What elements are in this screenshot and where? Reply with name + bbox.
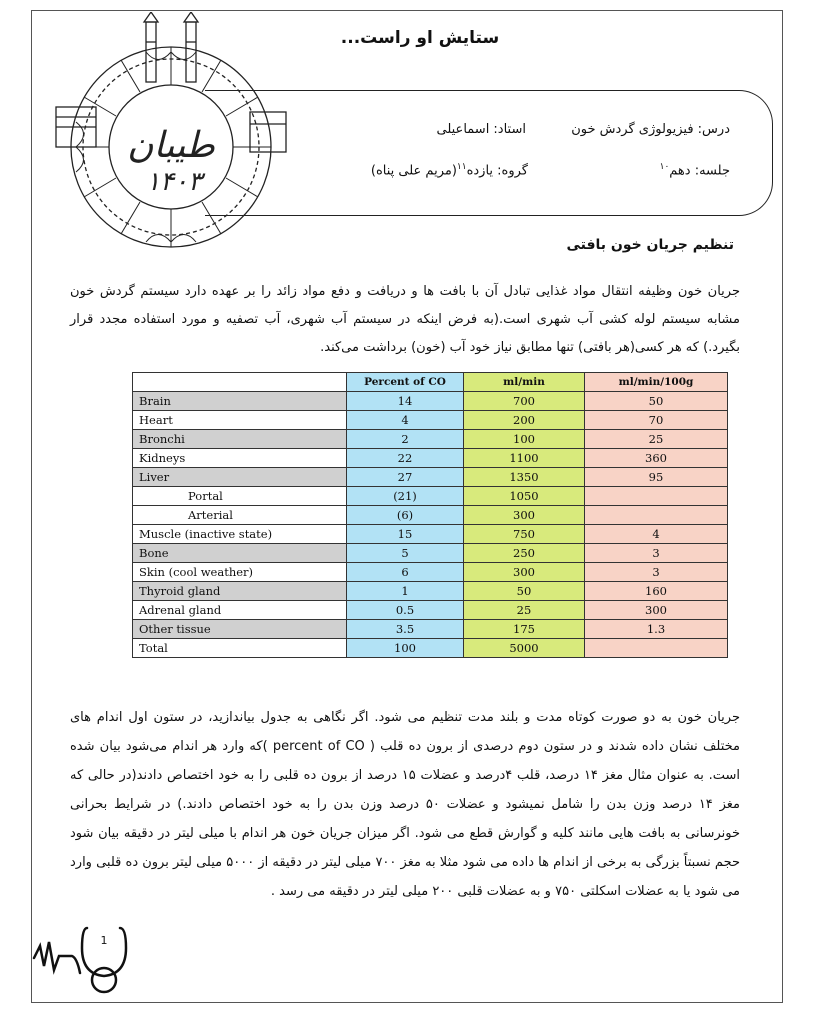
value-cell: 27 <box>347 468 464 487</box>
value-cell: 175 <box>464 620 585 639</box>
paragraph-explanation: جریان خون به دو صورت کوتاه مدت و بلند مدت تنظیم می شود. اگر نگاهی به جدول بیاندازید، در ستون اول اندام های مختلف نشان داده شدند و در ستون دوم درصدی از برون ده قلب ( percent of CO )که وارد هر اندام می‌شود بیان شده است. به عنوان مثال مغز ۱۴ درصد، قلب ۴درصد و عضلات ۱۵ درصد از برون ده قلبی را به خود اختصاص دادند(در حالی که مغز ۱۴ درصد وزن بدن را شامل نمیشود و عضلات ۵۰ درصد وزن بدن را به خود اختصاص دادند.) در شرایط بحرانی خونرسانی به بافت هایی مانند کلیه و گوارش قطع می شود. اگر میزان جریان خون هر اندام با میلی لیتر در دقیقه بیان شود حجم نسبتاً بزرگی به برخی از اندام ها داده می شود مثلا به مغز ۷۰۰ میلی لیتر در دقیقه از ۵۰۰۰ میلی لیتر برون ده قلبی وارد می شود یا به عضلات اسکلتی ۷۵۰ و به عضلات قلبی ۲۰۰ میلی لیتر در دقیقه می رسد . <box>70 710 740 899</box>
group-text: گروه: یازده <box>466 163 528 179</box>
value-cell: 6 <box>347 563 464 582</box>
value-cell: 25 <box>585 430 728 449</box>
group-sup: ۱۱ <box>456 162 467 172</box>
value-cell: 300 <box>464 506 585 525</box>
table-row <box>133 601 728 620</box>
teacher-label: استاد: اسماعیلی <box>436 122 526 137</box>
value-cell: 1100 <box>464 449 585 468</box>
organ-cell: Heart <box>133 411 347 430</box>
value-cell: 15 <box>347 525 464 544</box>
value-cell: 1 <box>347 582 464 601</box>
value-cell: 360 <box>585 449 728 468</box>
logo-text: طیبان <box>127 125 215 166</box>
organ-cell: Other tissue <box>133 620 347 639</box>
value-cell: 4 <box>585 525 728 544</box>
section-title: تنظیم جریان خون بافتی <box>566 237 734 253</box>
organ-cell: Arterial <box>133 506 347 525</box>
organ-cell: Bone <box>133 544 347 563</box>
value-cell: 50 <box>464 582 585 601</box>
value-cell: 750 <box>464 525 585 544</box>
table-row <box>133 392 728 411</box>
table-row <box>133 430 728 449</box>
table-header-cell <box>133 373 347 392</box>
group-author: (مریم علی پناه) <box>370 163 457 179</box>
organ-cell: Thyroid gland <box>133 582 347 601</box>
organ-cell: Skin (cool weather) <box>133 563 347 582</box>
organ-cell: Total <box>133 639 347 658</box>
table-row <box>133 487 728 506</box>
organ-cell: Adrenal gland <box>133 601 347 620</box>
value-cell: 2 <box>347 430 464 449</box>
group-label <box>371 162 528 178</box>
value-cell: 14 <box>347 392 464 411</box>
value-cell: 5000 <box>464 639 585 658</box>
value-cell: 5 <box>347 544 464 563</box>
organ-cell: Muscle (inactive state) <box>133 525 347 544</box>
value-cell: 95 <box>585 468 728 487</box>
value-cell: 100 <box>347 639 464 658</box>
value-cell: 1050 <box>464 487 585 506</box>
value-cell: (6) <box>347 506 464 525</box>
value-cell: 3 <box>585 544 728 563</box>
value-cell: 22 <box>347 449 464 468</box>
table-row <box>133 506 728 525</box>
paragraph-intro: جریان خون وظیفه انتقال مواد غذایی تبادل آن با بافت ها و دریافت و دفع مواد زائد را بر عهده دارد سیستم گردش خون مشابه سیستم لوله کشی آب شهری است.(به فرض اینکه در سیستم آب شهری، آب تصفیه و مورد استفاده مجدد قرار بگیرد.) که هر کسی(هر بافتی) تنها مطابق نیاز خود آب (خون) برداشت می‌کند. <box>70 284 740 355</box>
value-cell: 3 <box>585 563 728 582</box>
logo-year: ۱۴۰۳ <box>146 167 202 197</box>
value-cell: 4 <box>347 411 464 430</box>
course-info-box <box>205 90 773 216</box>
value-cell: 0.5 <box>347 601 464 620</box>
page-number: 1 <box>100 934 108 947</box>
blood-flow-table <box>132 372 728 658</box>
session-sup: ۱۰ <box>659 162 670 172</box>
organ-cell: Liver <box>133 468 347 487</box>
value-cell: 160 <box>585 582 728 601</box>
table-row <box>133 525 728 544</box>
table-row <box>133 468 728 487</box>
value-cell: (21) <box>347 487 464 506</box>
praise-header: ستایش او راست... <box>340 28 500 48</box>
value-cell: 3.5 <box>347 620 464 639</box>
table-header-cell: Percent of CO <box>347 373 464 392</box>
table-row <box>133 563 728 582</box>
organ-cell: Brain <box>133 392 347 411</box>
value-cell <box>585 487 728 506</box>
value-cell: 700 <box>464 392 585 411</box>
value-cell: 1.3 <box>585 620 728 639</box>
value-cell: 100 <box>464 430 585 449</box>
value-cell: 300 <box>464 563 585 582</box>
organ-cell: Portal <box>133 487 347 506</box>
value-cell: 50 <box>585 392 728 411</box>
value-cell: 250 <box>464 544 585 563</box>
value-cell <box>585 506 728 525</box>
organ-cell: Kidneys <box>133 449 347 468</box>
value-cell: 1350 <box>464 468 585 487</box>
table-header-cell: ml/min <box>464 373 585 392</box>
table-row <box>133 639 728 658</box>
table-row <box>133 582 728 601</box>
session-text: جلسه: دهم <box>669 163 730 179</box>
value-cell: 300 <box>585 601 728 620</box>
value-cell: 25 <box>464 601 585 620</box>
session-label <box>660 162 730 178</box>
table-header-row <box>133 373 728 392</box>
table-row <box>133 411 728 430</box>
value-cell: 70 <box>585 411 728 430</box>
subject-label: درس: فیزیولوژی گردش خون <box>571 122 730 137</box>
table-row <box>133 449 728 468</box>
organ-cell: Bronchi <box>133 430 347 449</box>
value-cell: 200 <box>464 411 585 430</box>
table-row <box>133 620 728 639</box>
table-row <box>133 544 728 563</box>
table-header-cell: ml/min/100g <box>585 373 728 392</box>
value-cell <box>585 639 728 658</box>
stethoscope-icon <box>32 918 142 998</box>
